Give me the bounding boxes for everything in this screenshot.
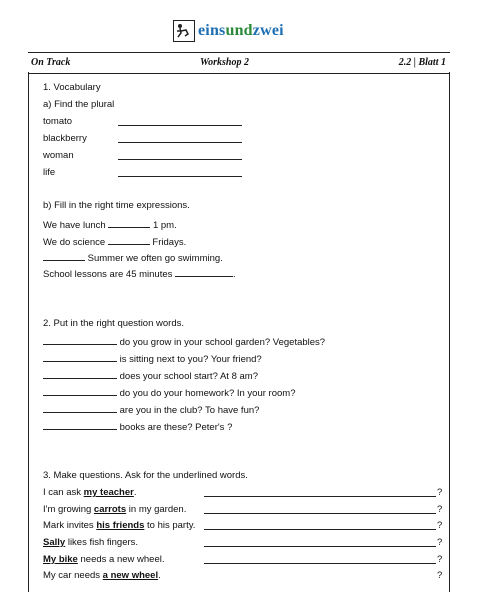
question-word-blank-6[interactable] bbox=[43, 420, 117, 430]
question-word-blank-4[interactable] bbox=[43, 386, 117, 396]
question-word-blank-2[interactable] bbox=[43, 352, 117, 362]
time-blank-1[interactable] bbox=[108, 218, 150, 228]
sentence-4: Sally likes fish fingers. bbox=[43, 537, 139, 548]
question-word-row-4: do you do your homework? In your room? bbox=[43, 386, 295, 400]
question-mark-2: ? bbox=[437, 504, 443, 515]
question-mark-5: ? bbox=[437, 554, 443, 565]
time-line-4: School lessons are 45 minutes . bbox=[43, 269, 236, 280]
vocab-word-1: tomato bbox=[43, 116, 73, 127]
section-1b-title: b) Fill in the right time expressions. bbox=[43, 200, 190, 211]
worksheet-header bbox=[28, 52, 450, 74]
time-line-3: Summer we often go swimming. bbox=[43, 251, 223, 265]
vocab-word-3: woman bbox=[43, 150, 74, 161]
answer-line-2[interactable] bbox=[204, 504, 436, 518]
question-mark-1: ? bbox=[437, 487, 443, 498]
section-1-title: 1. Vocabulary bbox=[43, 82, 101, 93]
question-mark-3: ? bbox=[437, 520, 443, 531]
answer-line-5[interactable] bbox=[204, 554, 436, 568]
question-word-blank-1[interactable] bbox=[43, 335, 117, 345]
sentence-1: I can ask my teacher. bbox=[43, 487, 137, 498]
answer-line-1[interactable] bbox=[204, 487, 436, 501]
vocab-word-2: blackberry bbox=[43, 133, 87, 144]
section-1a-title: a) Find the plural bbox=[43, 99, 115, 110]
sentence-3: Mark invites his friends to his party. bbox=[43, 520, 196, 531]
header-book-title: On Track bbox=[31, 57, 71, 68]
vocab-answer-4[interactable] bbox=[118, 167, 242, 181]
sentence-5: My bike needs a new wheel. bbox=[43, 554, 165, 565]
question-word-row-1: do you grow in your school garden? Vegetables? bbox=[43, 335, 325, 349]
question-word-row-6: books are these? Peter's ? bbox=[43, 420, 232, 434]
time-blank-3[interactable] bbox=[43, 251, 85, 261]
time-line-1: We have lunch 1 pm. bbox=[43, 220, 177, 231]
question-word-row-5: are you in the club? To have fun? bbox=[43, 403, 259, 417]
answer-line-4[interactable] bbox=[204, 537, 436, 551]
header-workshop: Workshop 2 bbox=[200, 57, 249, 68]
vocab-answer-2[interactable] bbox=[118, 133, 242, 147]
time-blank-4[interactable] bbox=[175, 267, 233, 277]
logo-wordmark: einsundzwei bbox=[198, 22, 284, 39]
vocab-answer-3[interactable] bbox=[118, 150, 242, 164]
time-blank-2[interactable] bbox=[108, 235, 150, 245]
question-mark-6: ? bbox=[437, 570, 443, 581]
vocab-word-4: life bbox=[43, 167, 56, 178]
section-2-title: 2. Put in the right question words. bbox=[43, 318, 184, 329]
question-word-row-2: is sitting next to you? Your friend? bbox=[43, 352, 262, 366]
question-mark-4: ? bbox=[437, 537, 443, 548]
time-line-2: We do science Fridays. bbox=[43, 237, 187, 248]
section-3-title: 3. Make questions. Ask for the underlined words. bbox=[43, 470, 248, 481]
sentence-2: I'm growing carrots in my garden. bbox=[43, 504, 187, 515]
answer-line-3[interactable] bbox=[204, 520, 436, 534]
question-word-blank-3[interactable] bbox=[43, 369, 117, 379]
logo-icon bbox=[173, 20, 195, 42]
question-word-blank-5[interactable] bbox=[43, 403, 117, 413]
question-word-row-3: does your school start? At 8 am? bbox=[43, 369, 258, 383]
logo bbox=[173, 18, 284, 44]
header-sheet-number: 2.2 | Blatt 1 bbox=[398, 57, 446, 68]
vocab-answer-1[interactable] bbox=[118, 116, 242, 130]
sentence-6: My car needs a new wheel. bbox=[43, 570, 161, 581]
